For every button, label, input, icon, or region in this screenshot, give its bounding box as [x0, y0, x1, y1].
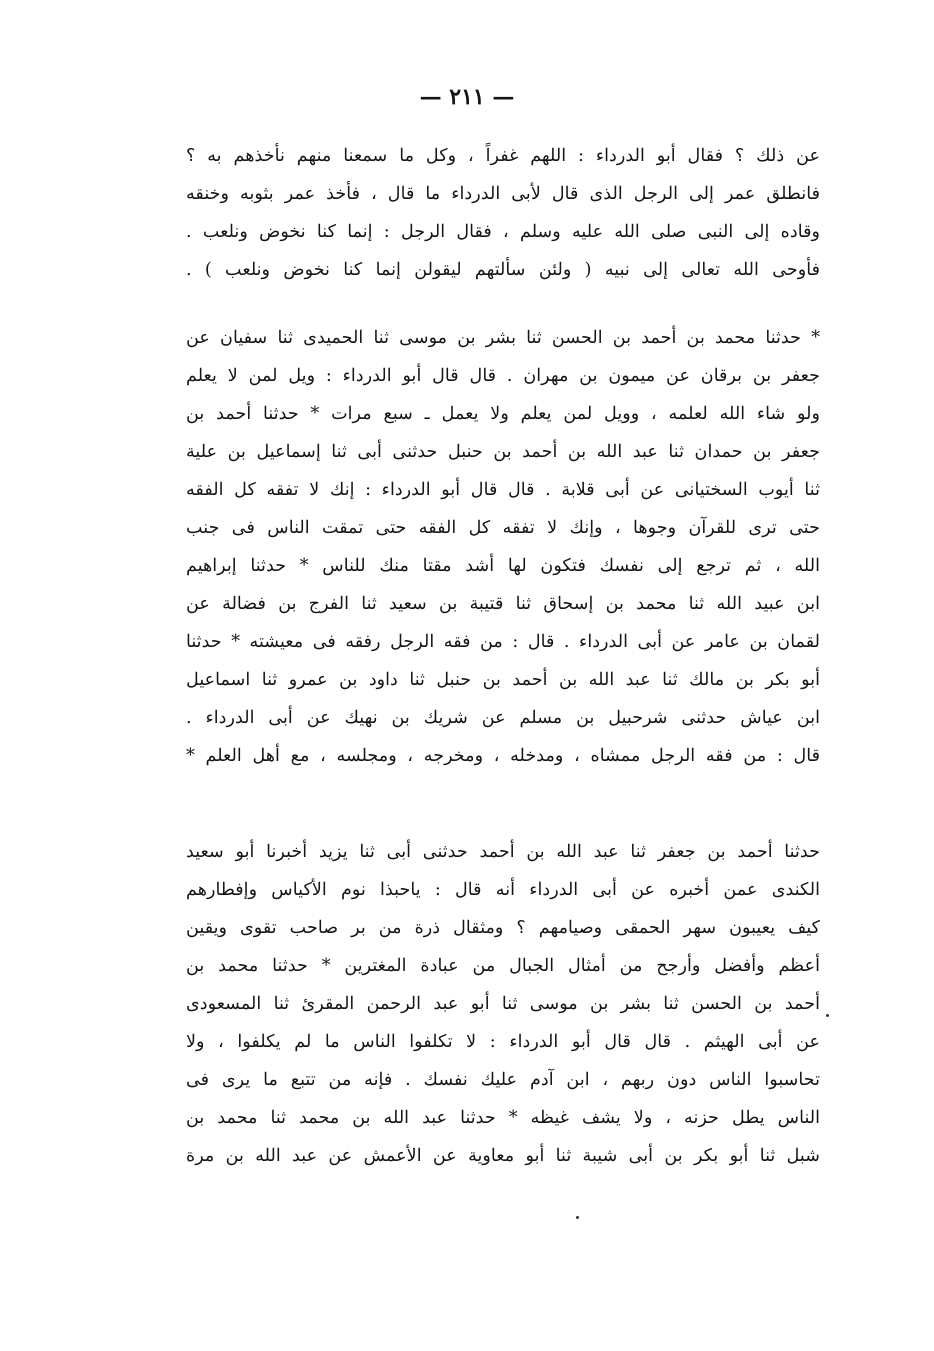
text-line: ابن عبيد الله ثنا محمد بن إسحاق ثنا قتيبة بن سعيد ثنا الفرج بن فضالة عن [186, 594, 820, 614]
text-line: شبل ثنا أبو بكر بن أبى شيبة ثنا أبو معاوية عن الأعمش عن عبد الله بن مرة [186, 1146, 820, 1166]
ink-speck [576, 1216, 579, 1219]
text-line: أبو بكر بن مالك ثنا عبد الله بن أحمد بن حنبل ثنا داود بن عمرو ثنا اسماعيل [186, 670, 820, 690]
paragraph-1 [186, 137, 820, 289]
ink-speck [826, 1014, 829, 1017]
text-line: فأوحى الله تعالى إلى نبيه ( ولئن سألتهم ليقولن إنما كنا نخوض ونلعب ) . [186, 260, 820, 280]
text-line: لقمان بن عامر عن أبى الدرداء . قال : من فقه الرجل رفقه فى معيشته * حدثنا [186, 632, 820, 652]
paragraph-3 [186, 833, 820, 1175]
text-line: ولو شاء الله لعلمه ، وويل لمن يعلم ولا يعمل ـ سبع مرات * حدثنا أحمد بن [186, 404, 820, 424]
text-line: عن ذلك ؟ فقال أبو الدرداء : اللهم غفراً ، وكل ما سمعنا منهم نأخذهم به ؟ [186, 146, 820, 166]
text-line: ابن عياش حدثنى شرحبيل بن مسلم عن شريك بن نهيك عن أبى الدرداء . [186, 708, 820, 728]
text-line: فانطلق عمر إلى الرجل الذى قال لأبى الدرداء ما قال ، فأخذ عمر بثوبه وخنقه [186, 184, 820, 204]
text-line: الناس يطل حزنه ، ولا يشف غيظه * حدثنا عبد الله بن محمد ثنا محمد بن [186, 1108, 820, 1128]
text-line: كيف يعيبون سهر الحمقى وصيامهم ؟ ومثقال ذرة من بر صاحب تقوى ويقين [186, 918, 820, 938]
text-line: * حدثنا محمد بن أحمد بن الحسن ثنا بشر بن موسى ثنا الحميدى ثنا سفيان عن [186, 328, 820, 348]
text-line: الله ، ثم ترجع إلى نفسك فتكون لها أشد مقتا منك للناس * حدثنا إبراهيم [186, 556, 820, 576]
text-line: قال : من فقه الرجل ممشاه ، ومدخله ، ومخرجه ، ومجلسه ، مع أهل العلم * [186, 746, 820, 766]
text-line: وقاده إلى النبى صلى الله عليه وسلم ، فقال الرجل : إنما كنا نخوض ونلعب . [186, 222, 820, 242]
text-line: تحاسبوا الناس دون ربهم ، ابن آدم عليك نفسك . فإنه من تتبع ما يرى فى [186, 1070, 820, 1090]
text-line: الكندى عمن أخبره عن أبى الدرداء أنه قال : ياحبذا نوم الأكياس وإفطارهم [186, 880, 820, 900]
text-line: جعفر بن حمدان ثنا عبد الله بن أحمد بن حنبل حدثنى أبى ثنا إسماعيل بن علية [186, 442, 820, 462]
text-line: حتى ترى للقرآن وجوها ، وإنك لا تفقه كل الفقه حتى تمقت الناس فى جنب [186, 518, 820, 538]
text-line: أعظم وأفضل وأرجح من أمثال الجبال من عبادة المغترين * حدثنا محمد بن [186, 956, 820, 976]
page-number: — ٢١١ — [419, 84, 515, 110]
text-line: جعفر بن برقان عن ميمون بن مهران . قال قال أبو الدرداء : ويل لمن لا يعلم [186, 366, 820, 386]
text-line: عن أبى الهيثم . قال قال أبو الدرداء : لا تكلفوا الناس ما لم يكلفوا ، ولا [186, 1032, 820, 1052]
text-line: أحمد بن الحسن ثنا بشر بن موسى ثنا أبو عبد الرحمن المقرئ ثنا المسعودى [186, 994, 820, 1014]
paragraph-2 [186, 319, 820, 775]
text-line: ثنا أيوب السختيانى عن أبى قلابة . قال قال أبو الدرداء : إنك لا تفقه كل الفقه [186, 480, 820, 500]
text-line: حدثنا أحمد بن جعفر ثنا عبد الله بن أحمد حدثنى أبى ثنا يزيد أخبرنا أبو سعيد [186, 842, 820, 862]
